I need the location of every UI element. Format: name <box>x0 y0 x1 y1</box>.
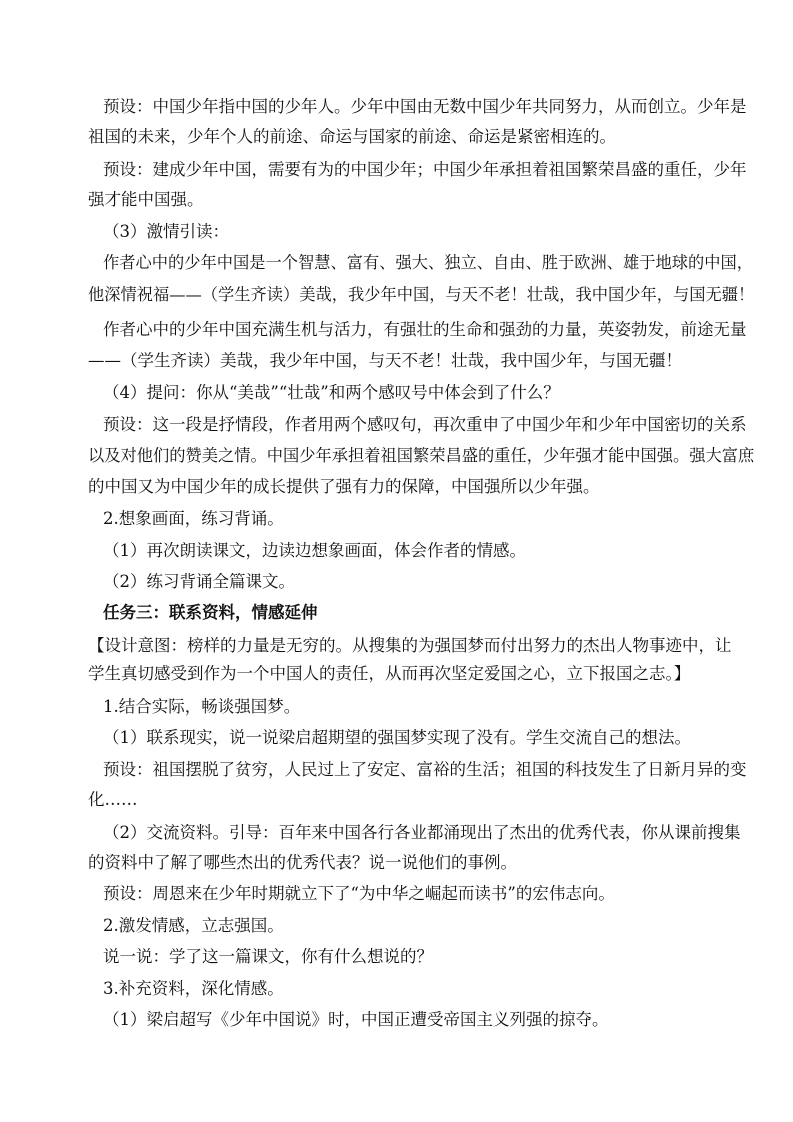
paragraph-line: 强才能中国强。 <box>88 190 204 209</box>
section-heading: 任务三：联系资料，情感延伸 <box>103 603 318 622</box>
paragraph-line: （1）联系现实，说一说梁启超期望的强国梦实现了没有。学生交流自己的想法。 <box>103 728 691 747</box>
paragraph-line: （2）练习背诵全篇课文。 <box>103 572 295 591</box>
paragraph-line: ——（学生齐读）美哉，我少年中国，与天不老！壮哉，我中国少年，与国无疆！ <box>88 351 682 370</box>
paragraph-line: 预设：建成少年中国，需要有为的中国少年；中国少年承担着祖国繁荣昌盛的重任，少年 <box>103 160 747 179</box>
paragraph-line: 的中国又为中国少年的成长提供了强有力的保障，中国强所以少年强。 <box>88 477 600 496</box>
paragraph-line: 预设：周恩来在少年时期就立下了“为中华之崛起而读书”的宏伟志向。 <box>103 884 615 903</box>
paragraph-line: 【设计意图：榜样的力量是无穷的。从搜集的为强国梦而付出努力的杰出人物事迹中，让 <box>88 636 732 655</box>
paragraph-line: 预设：这一段是抒情段，作者用两个感叹句，再次重申了中国少年和少年中国密切的关系 <box>103 415 747 434</box>
paragraph-line: 2.激发情感，立志强国。 <box>103 916 284 935</box>
paragraph-line: 以及对他们的赞美之情。中国少年承担着祖国繁荣昌盛的重任，少年强才能中国强。强大富庶 <box>88 446 755 465</box>
paragraph-line: 3.补充资料，深化情感。 <box>103 979 284 998</box>
paragraph-line: （1）梁启超写《少年中国说》时，中国正遭受帝国主义列强的掠夺。 <box>103 1010 609 1029</box>
paragraph-line: 化…… <box>88 790 138 809</box>
paragraph-line: 作者心中的少年中国充满生机与活力，有强壮的生命和强劲的力量，英姿勃发，前途无量 <box>103 320 747 339</box>
paragraph-line: （1）再次朗读课文，边读边想象画面，体会作者的情感。 <box>103 541 526 560</box>
paragraph-line: 1.结合实际，畅谈强国梦。 <box>103 697 301 716</box>
paragraph-line: 说一说：学了这一篇课文，你有什么想说的？ <box>103 947 433 966</box>
paragraph-line: 2.想象画面，练习背诵。 <box>103 509 284 528</box>
paragraph-line: 的资料中了解了哪些杰出的优秀代表？说一说他们的事例。 <box>88 853 517 872</box>
paragraph-line: （3）激情引读： <box>103 222 229 241</box>
paragraph-line: （2）交流资料。引导：百年来中国各行各业都涌现出了杰出的优秀代表，你从课前搜集 <box>103 823 741 842</box>
paragraph-line: 他深情祝福——（学生齐读）美哉，我少年中国，与天不老！壮哉，我中国少年，与国无疆！ <box>88 285 755 304</box>
paragraph-line: 祖国的未来，少年个人的前途、命运与国家的前途、命运是紧密相连的。 <box>88 127 616 146</box>
paragraph-line: 学生真切感受到作为一个中国人的责任，从而再次坚定爱国之心，立下报国之志。】 <box>88 664 691 683</box>
paragraph-line: 作者心中的少年中国是一个智慧、富有、强大、独立、自由、胜于欧洲、雄于地球的中国， <box>103 253 753 272</box>
paragraph-line: （4）提问：你从“美哉”“壮哉”和两个感叹号中体会到了什么？ <box>103 383 560 402</box>
paragraph-line: 预设：祖国摆脱了贫穷，人民过上了安定、富裕的生活；祖国的科技发生了日新月异的变 <box>103 760 747 779</box>
paragraph-line: 预设：中国少年指中国的少年人。少年中国由无数中国少年共同努力，从而创立。少年是 <box>103 97 747 116</box>
